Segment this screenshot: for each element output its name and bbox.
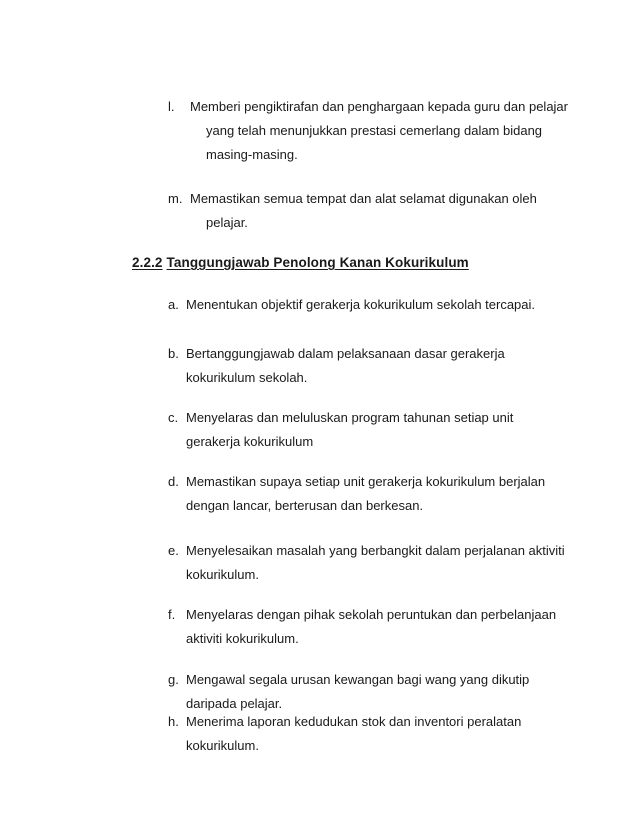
list-item-line: Menyelaras dengan pihak sekolah peruntukan dan perbelanjaan (186, 607, 557, 622)
list-item-line: gerakerja kokurikulum (186, 434, 314, 449)
list-item-e (168, 540, 565, 582)
list-item-line: masing-masing. (206, 147, 298, 162)
list-marker: a. (168, 297, 179, 312)
section-title: Tanggungjawab Penolong Kanan Kokurikulum (166, 255, 469, 270)
list-item-c (168, 407, 514, 449)
section-number: 2.2.2 (132, 255, 163, 270)
list-marker: l. (168, 99, 175, 114)
list-marker: c. (168, 410, 179, 425)
list-item-line: Memastikan supaya setiap unit gerakerja kokurikulum berjalan (186, 474, 546, 489)
list-item-line: yang telah menunjukkan prestasi cemerlang dalam bidang (206, 123, 543, 138)
list-item-line: daripada pelajar. (186, 696, 283, 711)
list-item-line: Bertanggungjawab dalam pelaksanaan dasar gerakerja (186, 346, 505, 361)
list-item-line: aktiviti kokurikulum. (186, 631, 299, 646)
list-item-line: kokurikulum sekolah. (186, 370, 308, 385)
list-marker: d. (168, 474, 179, 489)
list-marker: h. (168, 714, 179, 729)
list-marker: f. (168, 607, 176, 622)
list-item-b (168, 343, 505, 385)
list-item-line: Memastikan semua tempat dan alat selamat digunakan oleh (190, 191, 537, 206)
list-item-line: pelajar. (206, 215, 248, 230)
list-marker: b. (168, 346, 179, 361)
list-item-h (168, 711, 522, 753)
list-item-d (168, 471, 546, 513)
list-item-line: Menyelesaikan masalah yang berbangkit dalam perjalanan aktiviti (186, 543, 565, 558)
list-item-m (168, 188, 537, 230)
list-item-line: kokurikulum. (186, 738, 259, 753)
list-item-g (168, 669, 530, 711)
list-item-line: Memberi pengiktirafan dan penghargaan kepada guru dan pelajar (190, 99, 568, 114)
list-item-a (168, 294, 536, 315)
list-marker: m. (168, 191, 183, 206)
list-item-line: Menyelaras dan meluluskan program tahunan setiap unit (186, 410, 514, 425)
list-item-line: Menentukan objektif gerakerja kokurikulum sekolah tercapai. (186, 297, 536, 312)
list-item-line: kokurikulum. (186, 567, 259, 582)
list-item-line: dengan lancar, berterusan dan berkesan. (186, 498, 424, 513)
list-marker: g. (168, 672, 179, 687)
list-item-line: Menerima laporan kedudukan stok dan inventori peralatan (186, 714, 522, 729)
list-marker: e. (168, 543, 179, 558)
list-item-l (168, 96, 568, 162)
list-item-line: Mengawal segala urusan kewangan bagi wang yang dikutip (186, 672, 530, 687)
section-heading (132, 255, 469, 270)
list-item-f (168, 604, 557, 646)
